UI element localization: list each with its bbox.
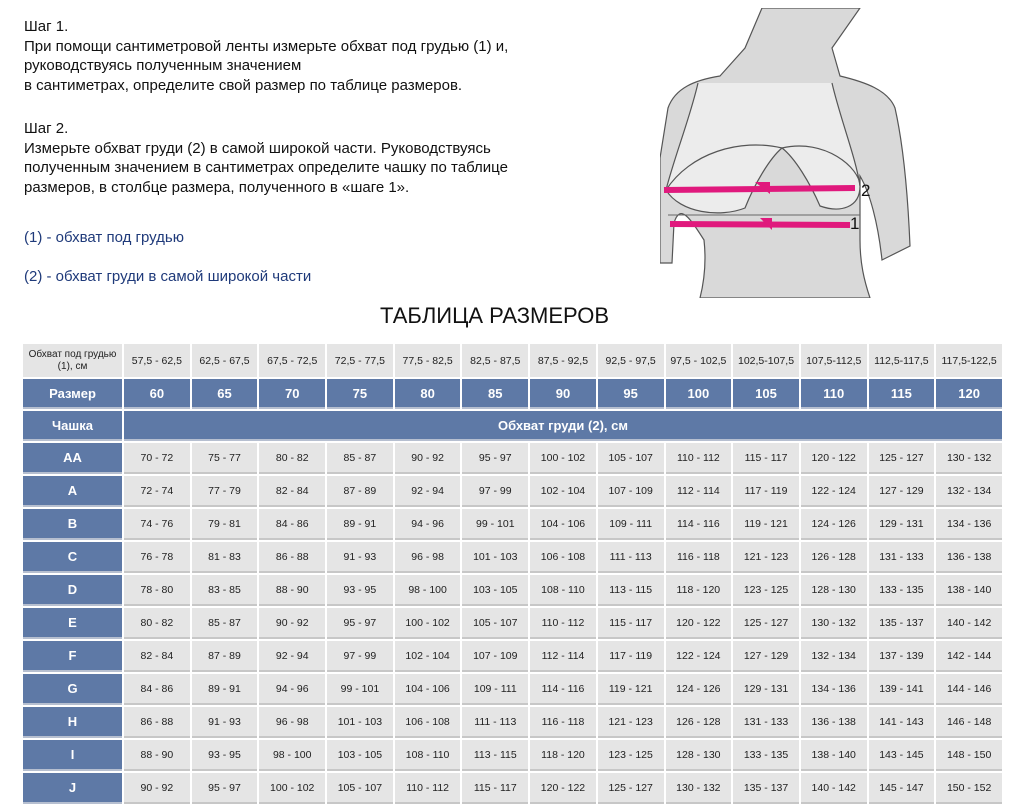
bust-value-cell: 88 - 90 bbox=[259, 575, 325, 606]
bust-value-cell: 105 - 107 bbox=[462, 608, 528, 639]
cup-header-cell: Чашка bbox=[23, 411, 122, 441]
step-1-line: в сантиметрах, определите свой размер по таблице размеров. bbox=[24, 76, 463, 94]
bust-value-cell: 117 - 119 bbox=[733, 476, 799, 507]
cup-row bbox=[23, 443, 1002, 474]
bust-value-cell: 80 - 82 bbox=[124, 608, 190, 639]
bust-value-cell: 132 - 134 bbox=[801, 641, 867, 672]
measurement-illustration bbox=[660, 8, 930, 298]
step-2-line: полученным значением в сантиметрах определите чашку по таблице bbox=[24, 159, 508, 176]
size-cell: 95 bbox=[598, 379, 664, 409]
bust-value-cell: 129 - 131 bbox=[869, 509, 935, 540]
bust-value-cell: 104 - 106 bbox=[395, 674, 461, 705]
size-cell: 60 bbox=[124, 379, 190, 409]
bust-value-cell: 85 - 87 bbox=[192, 608, 258, 639]
label-bust-marker: 2 bbox=[861, 181, 871, 200]
bust-value-cell: 102 - 104 bbox=[395, 641, 461, 672]
bust-value-cell: 84 - 86 bbox=[124, 674, 190, 705]
bust-value-cell: 106 - 108 bbox=[395, 707, 461, 738]
bust-value-cell: 95 - 97 bbox=[462, 443, 528, 474]
bust-value-cell: 89 - 91 bbox=[327, 509, 393, 540]
cup-row bbox=[23, 740, 1002, 771]
bust-value-cell: 100 - 102 bbox=[259, 773, 325, 804]
bust-value-cell: 146 - 148 bbox=[936, 707, 1002, 738]
label-underbust-marker: 1 bbox=[850, 214, 860, 233]
table-title: ТАБЛИЦА РАЗМЕРОВ bbox=[380, 303, 610, 328]
bust-value-cell: 111 - 113 bbox=[462, 707, 528, 738]
legend-underbust: (1) - обхват под грудью bbox=[24, 229, 184, 246]
bust-value-cell: 101 - 103 bbox=[462, 542, 528, 573]
bust-value-cell: 94 - 96 bbox=[395, 509, 461, 540]
bust-value-cell: 84 - 86 bbox=[259, 509, 325, 540]
bust-value-cell: 75 - 77 bbox=[192, 443, 258, 474]
bust-value-cell: 126 - 128 bbox=[801, 542, 867, 573]
bust-value-cell: 83 - 85 bbox=[192, 575, 258, 606]
bust-value-cell: 98 - 100 bbox=[259, 740, 325, 771]
bust-value-cell: 90 - 92 bbox=[395, 443, 461, 474]
underbust-range-cell: 57,5 - 62,5 bbox=[124, 344, 190, 377]
step-2-line: размеров, в столбце размера, полученного в «шаге 1». bbox=[24, 178, 410, 196]
bust-value-cell: 99 - 101 bbox=[462, 509, 528, 540]
bust-value-cell: 120 - 122 bbox=[801, 443, 867, 474]
bust-value-cell: 122 - 124 bbox=[666, 641, 732, 672]
bust-value-cell: 123 - 125 bbox=[733, 575, 799, 606]
bust-value-cell: 93 - 95 bbox=[327, 575, 393, 606]
bust-value-cell: 90 - 92 bbox=[259, 608, 325, 639]
cup-cell: A bbox=[23, 476, 122, 507]
bust-value-cell: 100 - 102 bbox=[530, 443, 596, 474]
bust-value-cell: 130 - 132 bbox=[666, 773, 732, 804]
step-1-line: руководствуясь полученным значением bbox=[24, 57, 302, 74]
underbust-range-cell: 67,5 - 72,5 bbox=[259, 344, 325, 377]
cup-cell: H bbox=[23, 707, 122, 738]
bust-value-cell: 111 - 113 bbox=[598, 542, 664, 573]
underbust-range-cell: 82,5 - 87,5 bbox=[462, 344, 528, 377]
size-cell: 115 bbox=[869, 379, 935, 409]
cup-cell: G bbox=[23, 674, 122, 705]
size-table bbox=[21, 342, 1004, 806]
bust-value-cell: 103 - 105 bbox=[327, 740, 393, 771]
legend-bust: (2) - обхват груди в самой широкой части bbox=[24, 268, 312, 285]
cup-cell: AA bbox=[23, 443, 122, 474]
underbust-range-cell: 87,5 - 92,5 bbox=[530, 344, 596, 377]
size-cell: 120 bbox=[936, 379, 1002, 409]
bust-value-cell: 114 - 116 bbox=[666, 509, 732, 540]
underbust-range-cell: 112,5-117,5 bbox=[869, 344, 935, 377]
bust-value-cell: 134 - 136 bbox=[801, 674, 867, 705]
bust-value-cell: 109 - 111 bbox=[462, 674, 528, 705]
bust-header-cell: Обхват груди (2), см bbox=[124, 411, 1002, 441]
bust-value-cell: 142 - 144 bbox=[936, 641, 1002, 672]
bust-value-cell: 80 - 82 bbox=[259, 443, 325, 474]
cup-row bbox=[23, 608, 1002, 639]
bust-value-cell: 136 - 138 bbox=[936, 542, 1002, 573]
bust-value-cell: 91 - 93 bbox=[327, 542, 393, 573]
bust-value-cell: 114 - 116 bbox=[530, 674, 596, 705]
bust-value-cell: 117 - 119 bbox=[598, 641, 664, 672]
bust-value-cell: 139 - 141 bbox=[869, 674, 935, 705]
bust-value-cell: 133 - 135 bbox=[869, 575, 935, 606]
bust-value-cell: 150 - 152 bbox=[936, 773, 1002, 804]
cup-cell: B bbox=[23, 509, 122, 540]
bust-value-cell: 141 - 143 bbox=[869, 707, 935, 738]
bust-value-cell: 104 - 106 bbox=[530, 509, 596, 540]
size-cell: 85 bbox=[462, 379, 528, 409]
bust-value-cell: 70 - 72 bbox=[124, 443, 190, 474]
bust-value-cell: 120 - 122 bbox=[666, 608, 732, 639]
bust-value-cell: 97 - 99 bbox=[462, 476, 528, 507]
bust-value-cell: 110 - 112 bbox=[395, 773, 461, 804]
bust-value-cell: 113 - 115 bbox=[598, 575, 664, 606]
bust-value-cell: 115 - 117 bbox=[598, 608, 664, 639]
bust-value-cell: 107 - 109 bbox=[598, 476, 664, 507]
bust-value-cell: 118 - 120 bbox=[530, 740, 596, 771]
bust-value-cell: 138 - 140 bbox=[936, 575, 1002, 606]
size-cell: 100 bbox=[666, 379, 732, 409]
bust-value-cell: 112 - 114 bbox=[666, 476, 732, 507]
bust-value-cell: 110 - 112 bbox=[666, 443, 732, 474]
size-cell: 105 bbox=[733, 379, 799, 409]
cup-row bbox=[23, 707, 1002, 738]
torso-drawing bbox=[660, 8, 930, 298]
size-cell: 90 bbox=[530, 379, 596, 409]
bust-value-cell: 127 - 129 bbox=[869, 476, 935, 507]
cup-row bbox=[23, 509, 1002, 540]
cup-row bbox=[23, 542, 1002, 573]
bust-value-cell: 95 - 97 bbox=[192, 773, 258, 804]
bust-value-cell: 110 - 112 bbox=[530, 608, 596, 639]
bust-value-cell: 131 - 133 bbox=[733, 707, 799, 738]
bust-value-cell: 105 - 107 bbox=[598, 443, 664, 474]
bust-value-cell: 100 - 102 bbox=[395, 608, 461, 639]
bust-value-cell: 145 - 147 bbox=[869, 773, 935, 804]
bust-value-cell: 99 - 101 bbox=[327, 674, 393, 705]
bust-value-cell: 143 - 145 bbox=[869, 740, 935, 771]
cup-row bbox=[23, 641, 1002, 672]
size-cell: 70 bbox=[259, 379, 325, 409]
bust-value-cell: 128 - 130 bbox=[801, 575, 867, 606]
bust-value-cell: 126 - 128 bbox=[666, 707, 732, 738]
bust-value-cell: 91 - 93 bbox=[192, 707, 258, 738]
underbust-range-cell: 77,5 - 82,5 bbox=[395, 344, 461, 377]
bust-value-cell: 96 - 98 bbox=[395, 542, 461, 573]
bust-value-cell: 109 - 111 bbox=[598, 509, 664, 540]
bust-value-cell: 105 - 107 bbox=[327, 773, 393, 804]
bust-value-cell: 93 - 95 bbox=[192, 740, 258, 771]
bust-value-cell: 115 - 117 bbox=[733, 443, 799, 474]
bust-value-cell: 124 - 126 bbox=[666, 674, 732, 705]
step-1-title: Шаг 1. bbox=[24, 18, 69, 35]
bust-value-cell: 119 - 121 bbox=[598, 674, 664, 705]
bust-value-cell: 72 - 74 bbox=[124, 476, 190, 507]
step-2-line: Измерьте обхват груди (2) в самой широкой части. Руководствуясь bbox=[24, 139, 491, 157]
size-header-cell: Размер bbox=[23, 379, 122, 409]
bust-value-cell: 95 - 97 bbox=[327, 608, 393, 639]
bust-value-cell: 82 - 84 bbox=[124, 641, 190, 672]
size-cell: 80 bbox=[395, 379, 461, 409]
bust-value-cell: 135 - 137 bbox=[733, 773, 799, 804]
bust-value-cell: 113 - 115 bbox=[462, 740, 528, 771]
cup-cell: C bbox=[23, 542, 122, 573]
bust-value-cell: 131 - 133 bbox=[869, 542, 935, 573]
underbust-range-cell: 107,5-112,5 bbox=[801, 344, 867, 377]
cup-header-row bbox=[23, 411, 1002, 441]
bust-value-cell: 94 - 96 bbox=[259, 674, 325, 705]
bust-value-cell: 122 - 124 bbox=[801, 476, 867, 507]
bust-value-cell: 81 - 83 bbox=[192, 542, 258, 573]
bust-value-cell: 86 - 88 bbox=[259, 542, 325, 573]
cup-row bbox=[23, 773, 1002, 804]
bust-value-cell: 125 - 127 bbox=[733, 608, 799, 639]
bust-value-cell: 140 - 142 bbox=[801, 773, 867, 804]
bust-value-cell: 121 - 123 bbox=[598, 707, 664, 738]
bust-value-cell: 115 - 117 bbox=[462, 773, 528, 804]
cup-row bbox=[23, 575, 1002, 606]
step-1-instructions bbox=[24, 17, 508, 95]
bust-value-cell: 130 - 132 bbox=[801, 608, 867, 639]
size-table-body bbox=[23, 344, 1002, 804]
bust-value-cell: 79 - 81 bbox=[192, 509, 258, 540]
cup-cell: I bbox=[23, 740, 122, 771]
bust-value-cell: 127 - 129 bbox=[733, 641, 799, 672]
bust-value-cell: 90 - 92 bbox=[124, 773, 190, 804]
bust-value-cell: 120 - 122 bbox=[530, 773, 596, 804]
bust-value-cell: 78 - 80 bbox=[124, 575, 190, 606]
bust-value-cell: 134 - 136 bbox=[936, 509, 1002, 540]
size-cell: 65 bbox=[192, 379, 258, 409]
bust-value-cell: 86 - 88 bbox=[124, 707, 190, 738]
bust-value-cell: 125 - 127 bbox=[869, 443, 935, 474]
bust-value-cell: 118 - 120 bbox=[666, 575, 732, 606]
size-cell: 75 bbox=[327, 379, 393, 409]
bust-value-cell: 133 - 135 bbox=[733, 740, 799, 771]
bust-value-cell: 137 - 139 bbox=[869, 641, 935, 672]
bust-value-cell: 106 - 108 bbox=[530, 542, 596, 573]
bust-value-cell: 136 - 138 bbox=[801, 707, 867, 738]
bust-value-cell: 87 - 89 bbox=[327, 476, 393, 507]
cup-row bbox=[23, 674, 1002, 705]
bust-value-cell: 77 - 79 bbox=[192, 476, 258, 507]
underbust-range-row bbox=[23, 344, 1002, 377]
cup-cell: F bbox=[23, 641, 122, 672]
bust-value-cell: 123 - 125 bbox=[598, 740, 664, 771]
bust-value-cell: 116 - 118 bbox=[666, 542, 732, 573]
bust-value-cell: 85 - 87 bbox=[327, 443, 393, 474]
underbust-range-cell: 117,5-122,5 bbox=[936, 344, 1002, 377]
bust-value-cell: 108 - 110 bbox=[395, 740, 461, 771]
size-cell: 110 bbox=[801, 379, 867, 409]
cup-cell: D bbox=[23, 575, 122, 606]
bust-value-cell: 129 - 131 bbox=[733, 674, 799, 705]
cup-cell: J bbox=[23, 773, 122, 804]
bust-value-cell: 103 - 105 bbox=[462, 575, 528, 606]
bust-value-cell: 89 - 91 bbox=[192, 674, 258, 705]
bust-value-cell: 92 - 94 bbox=[395, 476, 461, 507]
bust-value-cell: 108 - 110 bbox=[530, 575, 596, 606]
bust-value-cell: 92 - 94 bbox=[259, 641, 325, 672]
cup-cell: E bbox=[23, 608, 122, 639]
underbust-range-cell: 72,5 - 77,5 bbox=[327, 344, 393, 377]
size-row bbox=[23, 379, 1002, 409]
bust-value-cell: 125 - 127 bbox=[598, 773, 664, 804]
bust-value-cell: 140 - 142 bbox=[936, 608, 1002, 639]
bust-value-cell: 148 - 150 bbox=[936, 740, 1002, 771]
underbust-range-cell: 62,5 - 67,5 bbox=[192, 344, 258, 377]
step-2-instructions bbox=[24, 119, 508, 197]
bust-value-cell: 128 - 130 bbox=[666, 740, 732, 771]
underbust-range-cell: 92,5 - 97,5 bbox=[598, 344, 664, 377]
bust-value-cell: 132 - 134 bbox=[936, 476, 1002, 507]
bust-value-cell: 135 - 137 bbox=[869, 608, 935, 639]
bust-value-cell: 138 - 140 bbox=[801, 740, 867, 771]
bust-value-cell: 112 - 114 bbox=[530, 641, 596, 672]
bust-value-cell: 97 - 99 bbox=[327, 641, 393, 672]
bust-value-cell: 130 - 132 bbox=[936, 443, 1002, 474]
bust-value-cell: 74 - 76 bbox=[124, 509, 190, 540]
step-2-title: Шаг 2. bbox=[24, 120, 69, 137]
bust-value-cell: 124 - 126 bbox=[801, 509, 867, 540]
underbust-range-cell: 102,5-107,5 bbox=[733, 344, 799, 377]
bust-value-cell: 101 - 103 bbox=[327, 707, 393, 738]
bust-value-cell: 144 - 146 bbox=[936, 674, 1002, 705]
bust-value-cell: 107 - 109 bbox=[462, 641, 528, 672]
bust-value-cell: 102 - 104 bbox=[530, 476, 596, 507]
bust-value-cell: 96 - 98 bbox=[259, 707, 325, 738]
bust-value-cell: 88 - 90 bbox=[124, 740, 190, 771]
bust-value-cell: 121 - 123 bbox=[733, 542, 799, 573]
bust-value-cell: 76 - 78 bbox=[124, 542, 190, 573]
bust-value-cell: 116 - 118 bbox=[530, 707, 596, 738]
bust-value-cell: 119 - 121 bbox=[733, 509, 799, 540]
bust-value-cell: 87 - 89 bbox=[192, 641, 258, 672]
bust-value-cell: 98 - 100 bbox=[395, 575, 461, 606]
bust-value-cell: 82 - 84 bbox=[259, 476, 325, 507]
underbust-range-cell: 97,5 - 102,5 bbox=[666, 344, 732, 377]
cup-row bbox=[23, 476, 1002, 507]
underbust-header-cell: Обхват под грудью (1), см bbox=[23, 344, 122, 377]
step-1-line: При помощи сантиметровой ленты измерьте обхват под грудью (1) и, bbox=[24, 37, 509, 55]
